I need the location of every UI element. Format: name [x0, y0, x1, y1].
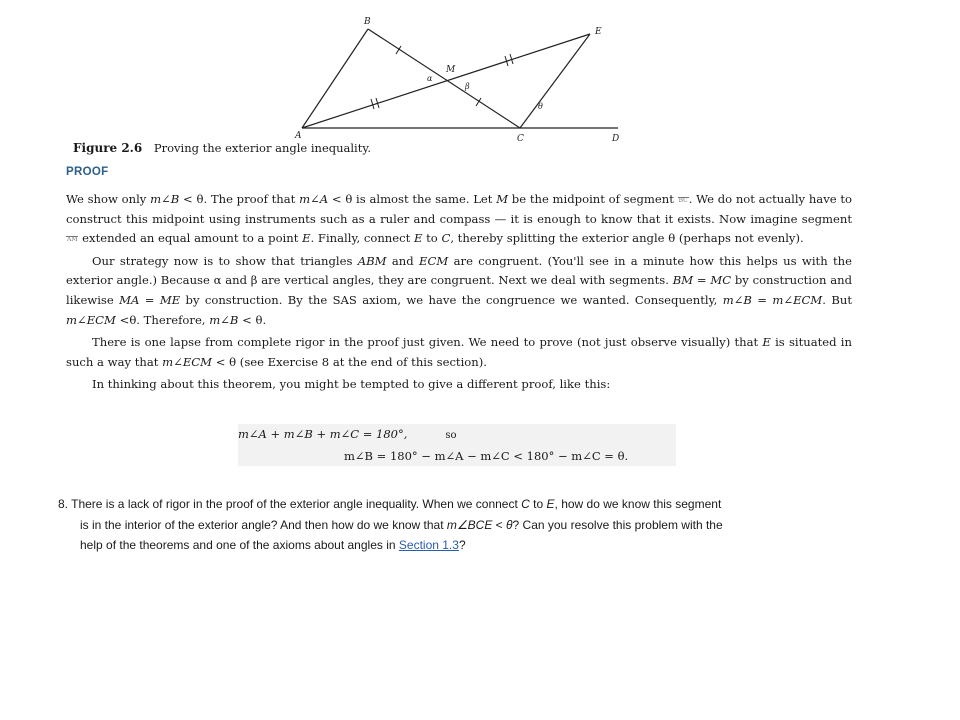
label-E: E — [595, 27, 602, 37]
segment-AB — [302, 29, 368, 128]
label-theta: θ — [538, 102, 543, 111]
double-tick-AM-1 — [371, 99, 374, 109]
section-1-3-link[interactable]: Section 1.3 — [398, 538, 459, 552]
proof-paragraph-1: We show only m∠B < θ. The proof that m∠A < θ is almost the same. Let M be the midpoint of segment BC. We do not actually have to construct this midpoint using instruments such as a ruler and compass — it is enough to know that it exists. Now imagine segment AM extended an equal amount to a point E. Finally, connect E to C, thereby splitting the exterior angle θ (perhaps not evenly). — [66, 192, 852, 246]
proof-heading: PROOF — [66, 166, 109, 178]
label-A: A — [295, 131, 302, 141]
proof-paragraph-3: There is one lapse from complete rigor in the proof just given. We need to prove (not just observe visually) that E is situated in such a way that m∠ECM < θ (see Exercise 8 at the end of this section). — [66, 335, 852, 369]
label-C: C — [517, 134, 524, 144]
label-B: B — [364, 17, 371, 27]
exercise-8 — [58, 494, 818, 556]
math-equation-1: m∠A + m∠B + m∠C = 180°, so — [238, 427, 457, 441]
exercise-line-1: 8. There is a lack of rigor in the proof of the exterior angle inequality. When we connect C to E, how do we know this segment — [58, 497, 722, 511]
segment-am-notation: AM — [67, 235, 78, 243]
segment-BC — [368, 29, 520, 128]
exterior-angle-figure — [290, 14, 630, 144]
proof-body — [66, 190, 852, 398]
label-beta: β — [465, 82, 470, 91]
figure-caption-text: Proving the exterior angle inequality. — [153, 141, 371, 155]
label-M: M — [446, 65, 456, 75]
figure-number: Figure 2.6 — [73, 141, 143, 155]
proof-paragraph-4: In thinking about this theorem, you might be tempted to give a different proof, like this: — [92, 377, 611, 392]
label-D: D — [612, 134, 620, 144]
segment-CE — [520, 34, 590, 128]
segment-AE — [302, 34, 590, 128]
proof-paragraph-2: Our strategy now is to show that triangles ABM and ECM are congruent. (You'll see in a minute how this helps us with the exterior angle.) Because α and β are vertical angles, they are congruent. Next we deal with segments. BM = MC by construction and likewise MA = ME by construction. By the SAS axiom, we have the congruence we wanted. Consequently, m∠B = m∠ECM. But m∠ECM <θ. Therefore, m∠B < θ. — [66, 253, 853, 327]
math-equation-2: m∠B = 180° − m∠A − m∠C < 180° − m∠C = θ. — [344, 449, 629, 463]
label-alpha: α — [427, 74, 433, 83]
exercise-line-2: is in the interior of the exterior angle? And then how do we know that m∠BCE < θ? Can you resolve this problem with the — [80, 517, 723, 532]
math-display — [238, 424, 676, 466]
figure-caption — [73, 141, 371, 155]
exercise-line-3: help of the theorems and one of the axioms about angles in Section 1.3? — [80, 538, 466, 552]
triangle-diagram — [290, 14, 630, 144]
segment-bc-notation: BC — [678, 196, 688, 204]
